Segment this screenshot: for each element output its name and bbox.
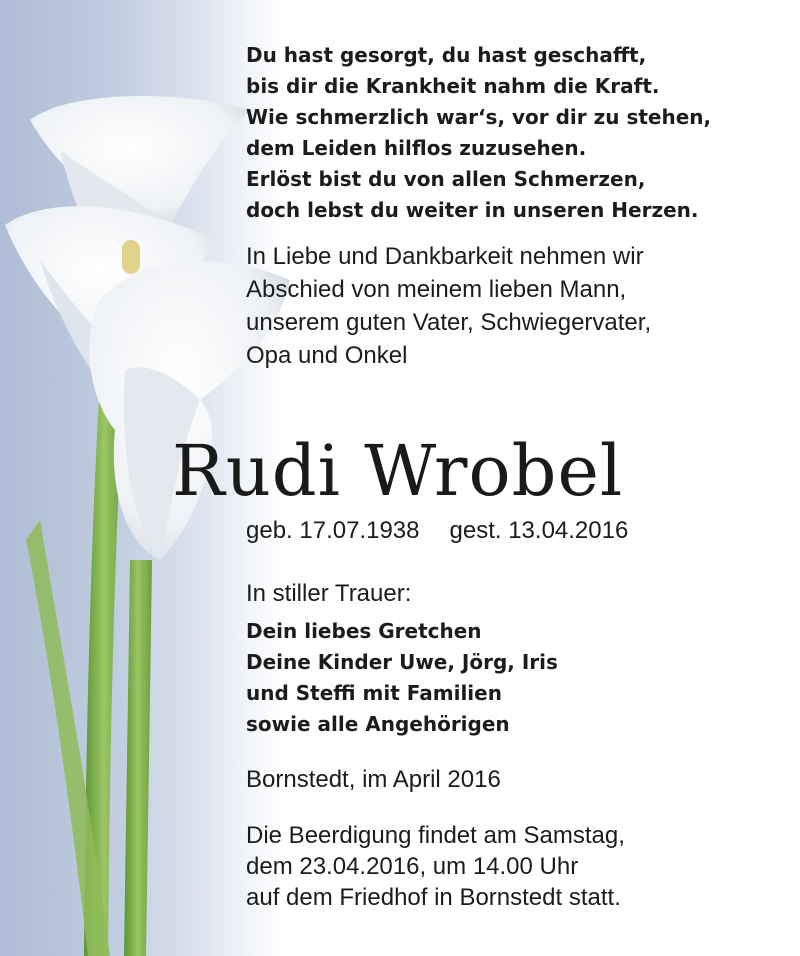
- poem-line: doch lebst du weiter in unseren Herzen.: [246, 198, 699, 222]
- deceased-name: Rudi Wrobel: [172, 430, 624, 512]
- poem-line: bis dir die Krankheit nahm die Kraft.: [246, 74, 660, 98]
- intro-line: unserem guten Vater, Schwiegervater,: [246, 309, 652, 336]
- poem: [246, 40, 786, 226]
- place-date: Bornstedt, im April 2016: [246, 766, 501, 793]
- poem-line: dem Leiden hilflos zuzusehen.: [246, 136, 587, 160]
- intro-line: In Liebe und Dankbarkeit nehmen wir: [246, 243, 644, 270]
- mourners-list: [246, 616, 558, 740]
- funeral-line: auf dem Friedhof in Bornstedt statt.: [246, 884, 621, 911]
- mourner-line: Deine Kinder Uwe, Jörg, Iris: [246, 650, 558, 674]
- intro-text: [246, 240, 786, 372]
- mourner-line: und Steffi mit Familien: [246, 681, 502, 705]
- mourners-section: [246, 578, 558, 740]
- poem-line: Du hast gesorgt, du hast geschafft,: [246, 43, 647, 67]
- intro-line: Opa und Onkel: [246, 342, 408, 369]
- mourner-line: Dein liebes Gretchen: [246, 619, 482, 643]
- death-date: gest. 13.04.2016: [449, 517, 629, 544]
- poem-line: Wie schmerzlich war‘s, vor dir zu stehen,: [246, 105, 712, 129]
- spadix-shape: [122, 240, 140, 274]
- funeral-line: Die Beerdigung findet am Samstag,: [246, 822, 625, 849]
- funeral-line: dem 23.04.2016, um 14.00 Uhr: [246, 853, 579, 880]
- intro-line: Abschied von meinem lieben Mann,: [246, 276, 627, 303]
- mourning-label: In stiller Trauer:: [246, 580, 412, 607]
- mourner-line: sowie alle Angehörigen: [246, 712, 510, 736]
- funeral-info: [246, 820, 625, 913]
- poem-line: Erlöst bist du von allen Schmerzen,: [246, 167, 646, 191]
- life-dates: [246, 515, 628, 547]
- birth-date: geb. 17.07.1938: [246, 517, 420, 544]
